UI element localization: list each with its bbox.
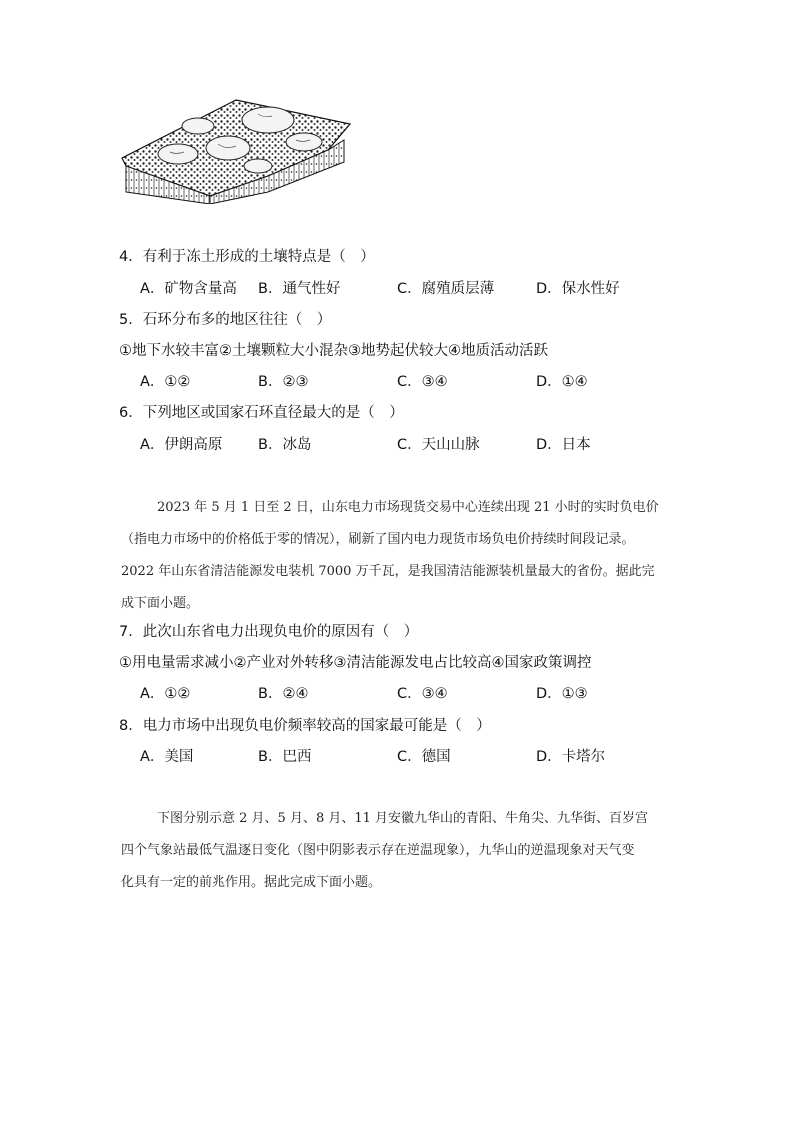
question-5-statements: ①地下水较丰富②土壤颗粒大小混杂③地势起伏较大④地质活动活跃 bbox=[119, 343, 548, 359]
option-d[interactable]: D．保水性好 bbox=[536, 281, 620, 297]
question-8-stem: 8．电力市场中出现负电价频率较高的国家最可能是（ ） bbox=[119, 718, 491, 734]
passage-line: 下图分别示意 2 月、5 月、8 月、11 月安徽九华山的青阳、牛角尖、九华街、百岁宫 bbox=[157, 811, 649, 826]
passage-electricity bbox=[121, 492, 676, 620]
question-6-stem: 6．下列地区或国家石环直径最大的是（ ） bbox=[119, 405, 404, 421]
option-d[interactable]: D．①④ bbox=[536, 374, 588, 390]
question-6-options bbox=[140, 435, 700, 455]
option-d[interactable]: D．卡塔尔 bbox=[536, 749, 606, 765]
passage-line: 四个气象站最低气温逐日变化（图中阴影表示存在逆温现象），九华山的逆温现象对天气变 bbox=[121, 843, 635, 858]
option-c[interactable]: C．天山山脉 bbox=[397, 437, 480, 453]
passage-line: 成下面小题。 bbox=[121, 596, 200, 611]
option-b[interactable]: B．通气性好 bbox=[258, 281, 341, 297]
option-d[interactable]: D．①③ bbox=[536, 686, 588, 702]
soil-block-illustration bbox=[118, 96, 354, 204]
option-c[interactable]: C．③④ bbox=[397, 686, 448, 702]
passage-line: 化具有一定的前兆作用。据此完成下面小题。 bbox=[121, 875, 382, 890]
option-c[interactable]: C．③④ bbox=[397, 374, 448, 390]
question-7-statements: ①用电量需求减小②产业对外转移③清洁能源发电占比较高④国家政策调控 bbox=[119, 655, 592, 671]
question-7-stem: 7．此次山东省电力出现负电价的原因有（ ） bbox=[119, 624, 419, 640]
passage-line: （指电力市场中的价格低于零的情况），刷新了国内电力现货市场负电价持续时间段记录。 bbox=[121, 532, 635, 547]
option-a[interactable]: A．伊朗高原 bbox=[140, 437, 223, 453]
question-4-options bbox=[140, 279, 700, 299]
passage-jiuhuashan bbox=[121, 803, 676, 899]
passage-line: 2022 年山东省清洁能源发电装机 7000 万千瓦，是我国清洁能源装机量最大的省份。据此完 bbox=[121, 564, 655, 579]
option-b[interactable]: B．冰岛 bbox=[258, 437, 312, 453]
option-c[interactable]: C．腐殖质层薄 bbox=[397, 281, 495, 297]
option-c[interactable]: C．德国 bbox=[397, 749, 451, 765]
option-b[interactable]: B．②④ bbox=[258, 686, 309, 702]
question-4-stem: 4．有利于冻土形成的土壤特点是（ ） bbox=[119, 249, 375, 265]
option-d[interactable]: D．日本 bbox=[536, 437, 591, 453]
question-5-options bbox=[140, 372, 700, 392]
option-a[interactable]: A．美国 bbox=[140, 749, 194, 765]
question-5-stem: 5．石环分布多的地区往往（ ） bbox=[119, 312, 332, 328]
option-b[interactable]: B．②③ bbox=[258, 374, 309, 390]
question-7-options bbox=[140, 684, 700, 704]
option-a[interactable]: A．矿物含量高 bbox=[140, 281, 237, 297]
option-a[interactable]: A．①② bbox=[140, 686, 191, 702]
passage-line: 2023 年 5 月 1 日至 2 日，山东电力市场现货交易中心连续出现 21 小时的实时负电价 bbox=[157, 500, 659, 515]
option-b[interactable]: B．巴西 bbox=[258, 749, 312, 765]
option-a[interactable]: A．①② bbox=[140, 374, 191, 390]
question-8-options bbox=[140, 747, 700, 767]
